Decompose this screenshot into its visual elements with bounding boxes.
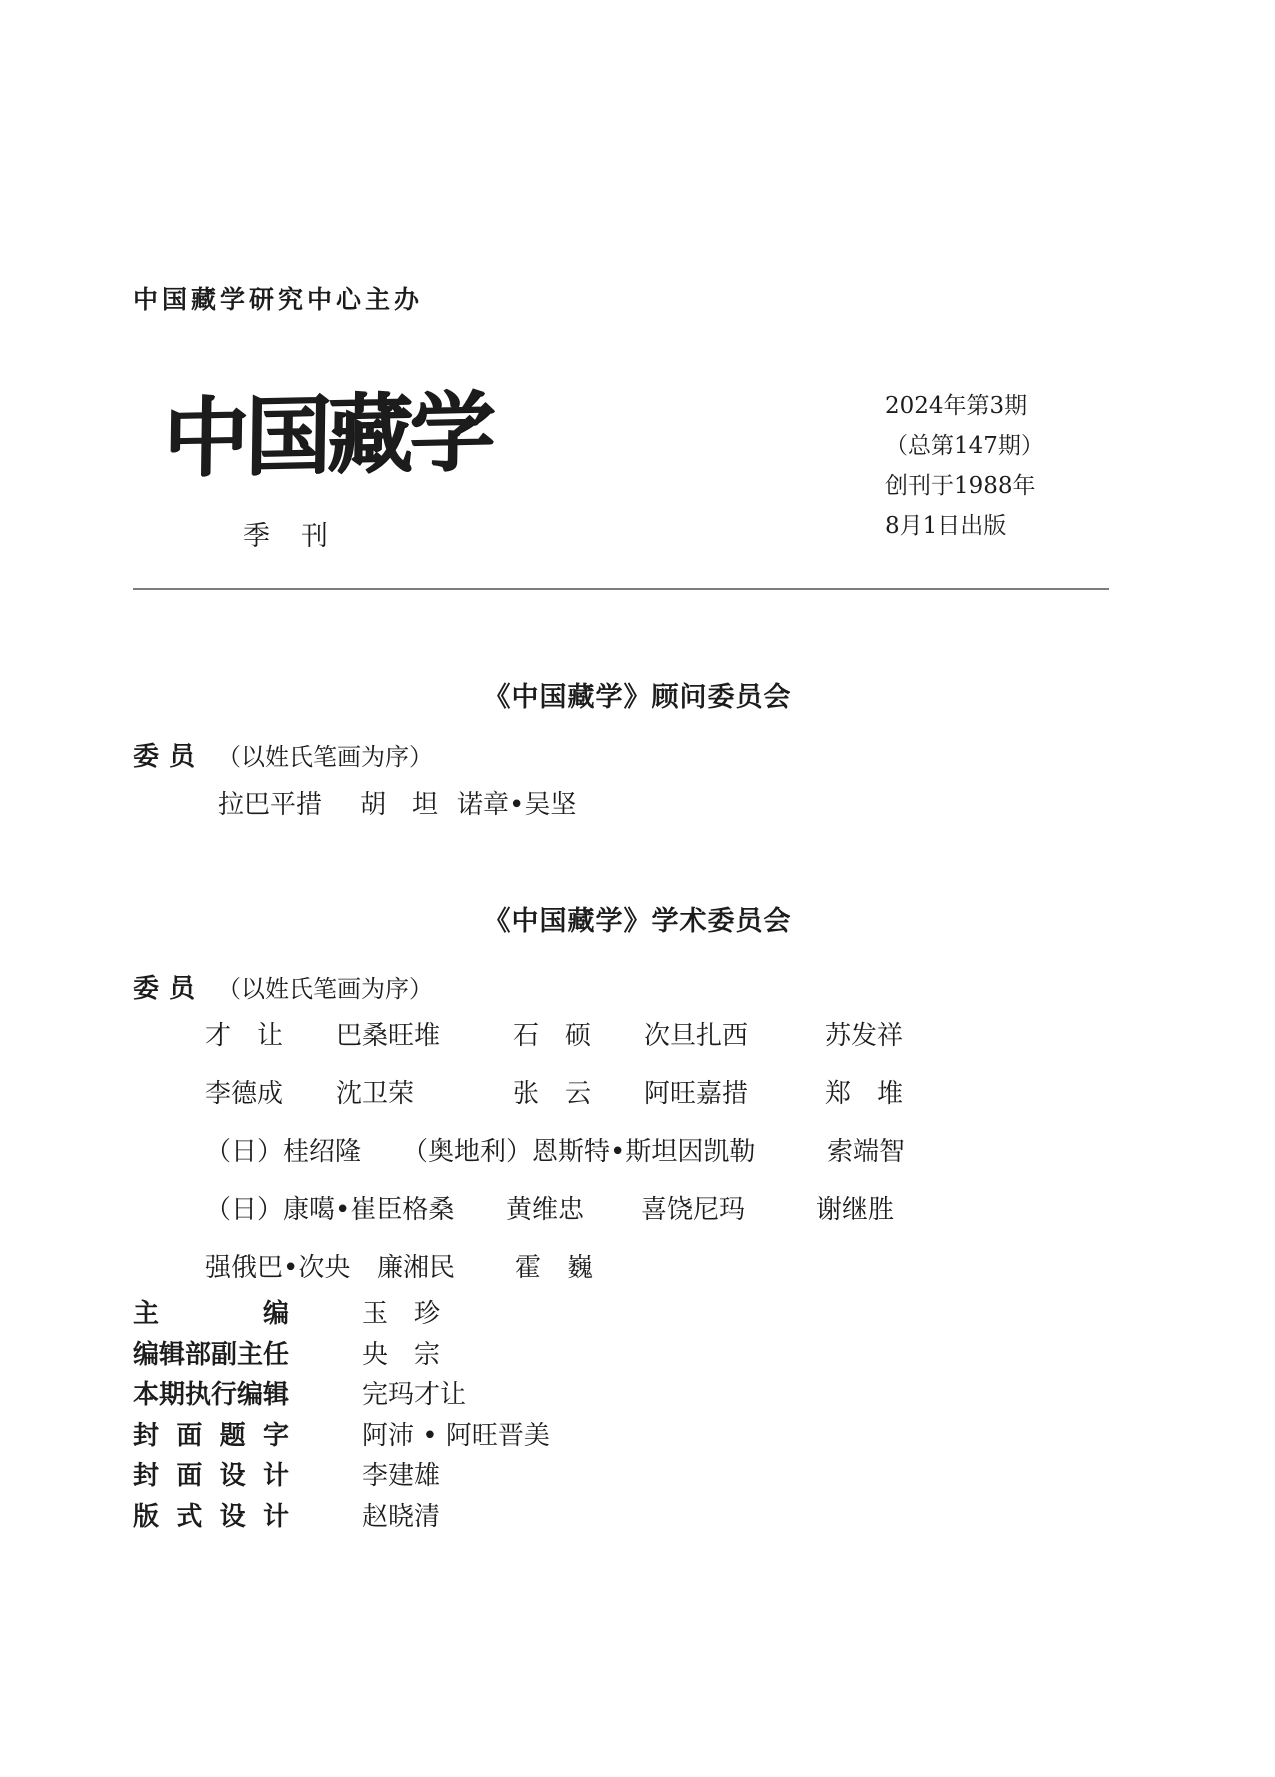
member-name: 谢继胜 [816, 1195, 895, 1225]
member-name: 廉湘民 [377, 1253, 456, 1283]
member-name: 张 云 [513, 1079, 592, 1109]
member-name: 索端智 [827, 1137, 906, 1167]
staff-person-name: 李建雄 [362, 1461, 441, 1491]
staff-person-name: 赵晓清 [362, 1501, 441, 1532]
academic-members-row [205, 1194, 905, 1252]
academic-members-row [205, 1020, 905, 1078]
advisory-member-name: 拉巴平措 [218, 790, 323, 820]
staff-role-label: 编辑部副主任 [133, 1338, 290, 1369]
member-name: 苏发祥 [825, 1021, 904, 1051]
academic-member-label: 委员 [133, 973, 195, 1003]
publish-date: 8月1日出版 [885, 513, 1007, 539]
academic-order-note: （以姓氏笔画为序） [217, 975, 433, 1003]
staff-role-label: 封面设计 [133, 1460, 289, 1490]
academic-members-row [205, 1078, 905, 1136]
issue-info-block [885, 386, 1044, 546]
staff-row [133, 1458, 550, 1499]
member-name: 阿旺嘉措 [644, 1079, 749, 1109]
masthead-divider-rule [133, 588, 1109, 590]
academic-members-grid [205, 1020, 905, 1310]
member-name: 巴桑旺堆 [336, 1021, 441, 1051]
founded-year: 创刊于1988年 [885, 473, 1036, 499]
advisory-member-name: 胡 坦 [360, 790, 439, 820]
member-name: 次旦扎西 [644, 1021, 749, 1051]
issue-number: 2024年第3期 [885, 393, 1028, 419]
member-name: 强俄巴•次央 [205, 1253, 351, 1283]
member-name: 沈卫荣 [336, 1079, 415, 1109]
member-name: 石 硕 [513, 1021, 592, 1051]
member-name: 才 让 [205, 1021, 284, 1051]
staff-row [133, 1377, 550, 1418]
member-name: （日）桂绍隆 [205, 1137, 362, 1167]
masthead-calligraphy-title: 中国藏学 [162, 381, 492, 490]
advisory-member-label-row [133, 740, 433, 773]
staff-person-name: 完玛才让 [362, 1380, 467, 1410]
advisory-committee-heading: 《中国藏学》顾问委员会 [483, 682, 792, 712]
staff-role-label: 本期执行编辑 [133, 1379, 290, 1409]
staff-role-label: 封面题字 [133, 1419, 289, 1450]
staff-row [133, 1337, 550, 1378]
member-name: 喜饶尼玛 [641, 1195, 746, 1225]
member-name: 霍 巍 [515, 1253, 594, 1283]
member-name: 郑 堆 [825, 1079, 904, 1109]
staff-person-name: 玉 珍 [362, 1299, 441, 1329]
member-name: 李德成 [205, 1079, 284, 1109]
staff-person-name: 阿沛 • 阿旺晋美 [362, 1420, 550, 1451]
staff-row [133, 1499, 550, 1540]
academic-members-row [205, 1136, 905, 1194]
staff-credits-block [133, 1296, 550, 1539]
advisory-member-name: 诺章•吴坚 [457, 790, 577, 820]
staff-row [133, 1296, 550, 1337]
member-name: （奥地利）恩斯特•斯坦因凯勒 [402, 1137, 756, 1167]
quarterly-subtitle: 季 刊 [243, 521, 330, 552]
staff-role-label: 主编 [133, 1298, 289, 1328]
member-name: （日）康噶•崔臣格桑 [205, 1195, 455, 1225]
staff-person-name: 央 宗 [362, 1339, 441, 1370]
staff-role-label: 版式设计 [133, 1500, 289, 1531]
member-name: 黄维忠 [506, 1195, 585, 1225]
publisher-line: 中国藏学研究中心主办 [133, 285, 424, 314]
advisory-member-label: 委员 [133, 741, 195, 771]
advisory-order-note: （以姓氏笔画为序） [217, 743, 433, 771]
cumulative-issue-number: （总第147期） [885, 433, 1044, 459]
advisory-members-row [218, 790, 576, 820]
academic-committee-heading: 《中国藏学》学术委员会 [483, 906, 792, 936]
staff-row [133, 1418, 550, 1459]
academic-member-label-row [133, 972, 433, 1005]
